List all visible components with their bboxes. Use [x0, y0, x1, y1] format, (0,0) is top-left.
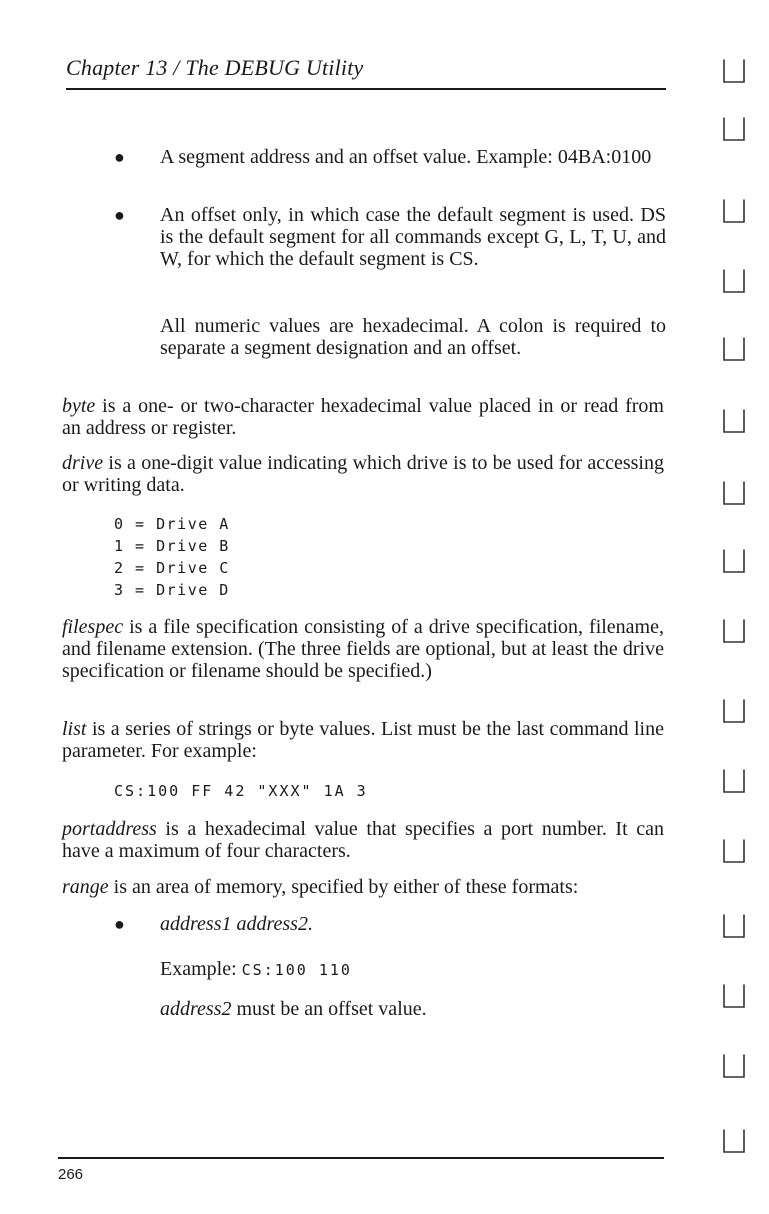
- binding-mark: [724, 200, 744, 222]
- term-filespec: filespec: [62, 616, 124, 638]
- binding-mark: [724, 482, 744, 504]
- definition-portaddress: [62, 818, 664, 862]
- binding-mark: [724, 60, 744, 82]
- binding-mark: [724, 770, 744, 792]
- definition-byte-text: is a one- or two-character hexadecimal value placed in or read from an address or register.: [62, 395, 664, 439]
- term-byte: byte: [62, 395, 96, 417]
- binding-mark: [724, 338, 744, 360]
- binding-mark: [724, 270, 744, 292]
- definition-filespec: [62, 616, 664, 682]
- binding-mark: [724, 118, 744, 140]
- definition-list-text: is a series of strings or byte values. List must be the last command line parameter. For example:: [62, 718, 664, 762]
- definition-drive: [62, 452, 664, 496]
- definition-filespec-text: is a file specification consisting of a drive specification, filename, and filename extension. (The three fields are optional, but at least the drive specification or filename should be specified.): [62, 616, 664, 682]
- definition-byte: [62, 395, 664, 439]
- range-note-text: must be an offset value.: [231, 998, 427, 1020]
- binding-mark: [724, 1130, 744, 1152]
- term-list: list: [62, 718, 87, 740]
- binding-mark: [724, 550, 744, 572]
- bullet-icon: ●: [114, 147, 125, 167]
- drive-table-row: 0 = Drive A: [114, 515, 230, 533]
- binding-mark: [724, 700, 744, 722]
- term-portaddress: portaddress: [62, 818, 157, 840]
- range-format: [160, 913, 666, 935]
- bullet-icon: ●: [114, 914, 125, 934]
- drive-table-row: 2 = Drive C: [114, 559, 230, 577]
- term-drive: drive: [62, 452, 104, 474]
- bullet-offset-only: An offset only, in which case the default segment is used. DS is the default segment for all commands except G, L, T, U, and W, for which the default segment is CS.: [160, 204, 666, 270]
- hex-note: All numeric values are hexadecimal. A colon is required to separate a segment designation and an offset.: [160, 315, 666, 359]
- range-example-code: CS:100 110: [241, 961, 352, 979]
- list-example-code: CS:100 FF 42 "XXX" 1A 3: [114, 782, 368, 800]
- binding-mark: [724, 410, 744, 432]
- definition-range-text: is an area of memory, specified by either of these formats:: [108, 876, 579, 898]
- binding-hole-marks: [718, 0, 769, 1214]
- footer-rule: [58, 1157, 664, 1159]
- binding-mark: [724, 620, 744, 642]
- binding-mark: [724, 985, 744, 1007]
- page-number: 266: [58, 1166, 84, 1183]
- binding-mark: [724, 915, 744, 937]
- definition-list: [62, 718, 664, 762]
- bullet-segment-offset: A segment address and an offset value. Example: 04BA:0100: [160, 146, 652, 168]
- term-range: range: [62, 876, 109, 898]
- binding-mark: [724, 840, 744, 862]
- term-address2: address2: [160, 998, 232, 1020]
- range-format-text: address1 address2.: [160, 913, 313, 935]
- drive-table-row: 1 = Drive B: [114, 537, 230, 555]
- range-example-label: Example:: [160, 958, 242, 980]
- header-rule: [66, 88, 666, 90]
- range-example: [160, 958, 666, 981]
- definition-range: [62, 876, 664, 898]
- definition-portaddress-text: is a hexadecimal value that specifies a port number. It can have a maximum of four characters.: [62, 818, 664, 862]
- definition-drive-text: is a one-digit value indicating which drive is to be used for accessing or writing data.: [62, 452, 664, 496]
- chapter-header: Chapter 13 / The DEBUG Utility: [66, 55, 364, 80]
- binding-mark: [724, 1055, 744, 1077]
- bullet-icon: ●: [114, 205, 125, 225]
- drive-table-row: 3 = Drive D: [114, 581, 230, 599]
- range-note: [160, 998, 666, 1020]
